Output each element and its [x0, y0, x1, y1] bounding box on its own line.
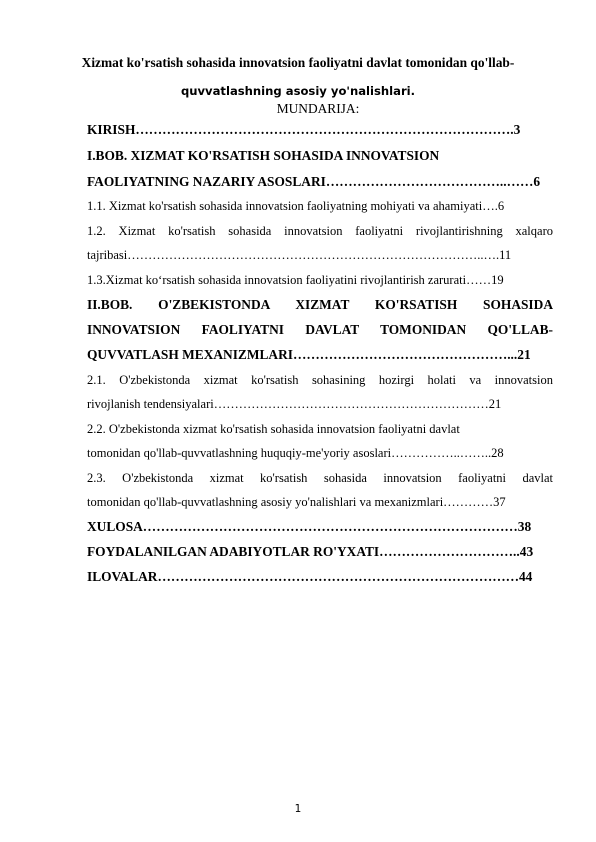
toc-section-2-1: 2.1. O'zbekistonda xizmat ko'rsatish sohasining hozirgi holati va innovatsion: [87, 373, 553, 387]
toc-section-2-2: 2.2. O'zbekistonda xizmat ko'rsatish sohasida innovatsion faoliyatni davlat: [87, 422, 460, 436]
toc-chapter-2-heading: II.BOB. O'ZBEKISTONDA XIZMAT KO'RSATISH SOHASIDA: [87, 297, 553, 312]
toc-chapter-1-heading-cont: FAOLIYATNING NAZARIY ASOSLARI…………………………………..……6: [87, 174, 541, 189]
toc-entry-xulosa: XULOSA…………………………………………………………………………38: [87, 519, 532, 534]
toc-section-1-2: 1.2. Xizmat ko'rsatish sohasida innovatsion faoliyatni rivojlantirishning xalqaro: [87, 224, 553, 238]
page-number: 1: [294, 803, 302, 815]
toc-section-2-3: 2.3. O'zbekistonda xizmat ko'rsatish sohasida innovatsion faoliyatni davlat: [87, 471, 553, 485]
document-title-line-1: Xizmat ko'rsatish sohasida innovatsion faoliyatni davlat tomonidan qo'llab-: [81, 55, 515, 70]
toc-section-2-1-cont: rivojlanish tendensiyalari…………………………………………………………21: [87, 397, 502, 411]
toc-section-1-1: 1.1. Xizmat ko'rsatish sohasida innovatsion faoliyatning mohiyati va ahamiyati….6: [87, 199, 505, 213]
toc-section-2-3-cont: tomonidan qo'llab-quvvatlashning asosiy yo'nalishlari va mexanizmlari…………37: [87, 495, 506, 509]
toc-section-1-3: 1.3.Xizmat ko‘rsatish sohasida innovatsion faoliyatini rivojlantirish zarurati……19: [87, 273, 504, 287]
contents-heading: MUNDARIJA:: [276, 101, 360, 116]
toc-chapter-2-heading-end: QUVVATLASH MEXANIZMLARI…………………………………………...21: [87, 347, 531, 362]
toc-section-2-2-cont: tomonidan qo'llab-quvvatlashning huquqiy-me'yoriy asoslari……………..……..28: [87, 446, 504, 460]
toc-chapter-2-heading-cont: INNOVATSION FAOLIYATNI DAVLAT TOMONIDAN QO'LLAB-: [87, 322, 553, 337]
toc-chapter-1-heading: I.BOB. XIZMAT KO'RSATISH SOHASIDA INNOVATSION: [87, 148, 440, 163]
toc-entry-appendices: ILOVALAR………………………………………………………………………44: [87, 569, 533, 584]
toc-entry-references: FOYDALANILGAN ADABIYOTLAR RO'YXATI…………………………..43: [87, 544, 534, 559]
toc-section-1-2-cont: tajribasi…………………………………………………………………………..….11: [87, 248, 512, 262]
toc-entry-kirish: KIRISH………………………………………………………………………….3: [87, 122, 521, 137]
document-title-line-2: quvvatlashning asosiy yo'nalishlari.: [180, 84, 416, 98]
